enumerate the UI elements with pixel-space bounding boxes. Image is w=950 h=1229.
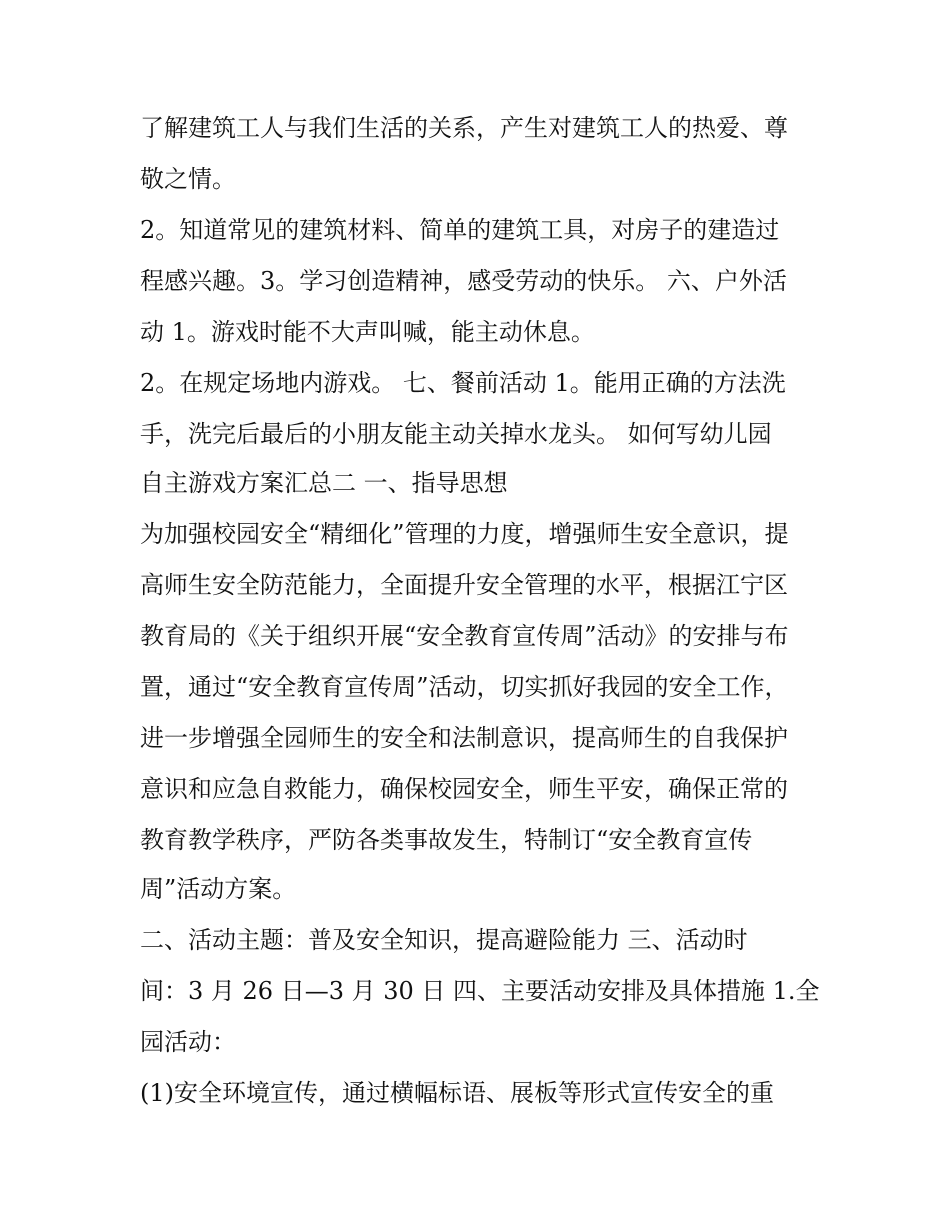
text-line: 周”活动方案。 — [140, 875, 297, 903]
text-line: 进一步增强全园师生的安全和法制意识，提高师生的自我保护 — [140, 724, 788, 752]
text-line: 为加强校园安全“精细化”管理的力度，增强师生安全意识，提 — [140, 520, 789, 548]
text-line: 自主游戏方案汇总二 一、指导思想 — [140, 469, 508, 497]
text-line: 2。知道常见的建筑材料、简单的建筑工具，对房子的建造过 — [140, 216, 780, 244]
text-line: 置，通过“安全教育宣传周”活动，切实抓好我园的安全工作， — [140, 673, 789, 701]
text-line: 二、活动主题：普及安全知识，提高避险能力 三、活动时 — [140, 926, 748, 954]
text-line: 意识和应急自救能力，确保校园安全，师生平安，确保正常的 — [140, 775, 788, 803]
text-line: 程感兴趣。3。学习创造精神，感受劳动的快乐。 六、户外活 — [140, 267, 787, 295]
text-line: 高师生安全防范能力，全面提升安全管理的水平，根据江宁区 — [140, 571, 788, 599]
text-line: 间：3 月 26 日—3 月 30 日 四、主要活动安排及具体措施 1.全 — [140, 977, 820, 1005]
text-line: 教育局的《关于组织开展“安全教育宣传周”活动》的安排与布 — [140, 622, 789, 650]
text-line: 了解建筑工人与我们生活的关系，产生对建筑工人的热爱、尊 — [140, 114, 788, 142]
text-line: 教育教学秩序，严防各类事故发生，特制订“安全教育宣传 — [140, 826, 753, 854]
text-line: 2。在规定场地内游戏。 七、餐前活动 1。能用正确的方法洗 — [140, 369, 786, 397]
text-line: 手，洗完后最后的小朋友能主动关掉水龙头。 如何写幼儿园 — [140, 420, 772, 448]
text-line: 园活动： — [140, 1028, 236, 1056]
text-line: (1)安全环境宣传，通过横幅标语、展板等形式宣传安全的重 — [140, 1079, 774, 1107]
text-line: 敬之情。 — [140, 165, 236, 193]
text-line: 动 1。游戏时能不大声叫喊，能主动休息。 — [140, 318, 595, 346]
